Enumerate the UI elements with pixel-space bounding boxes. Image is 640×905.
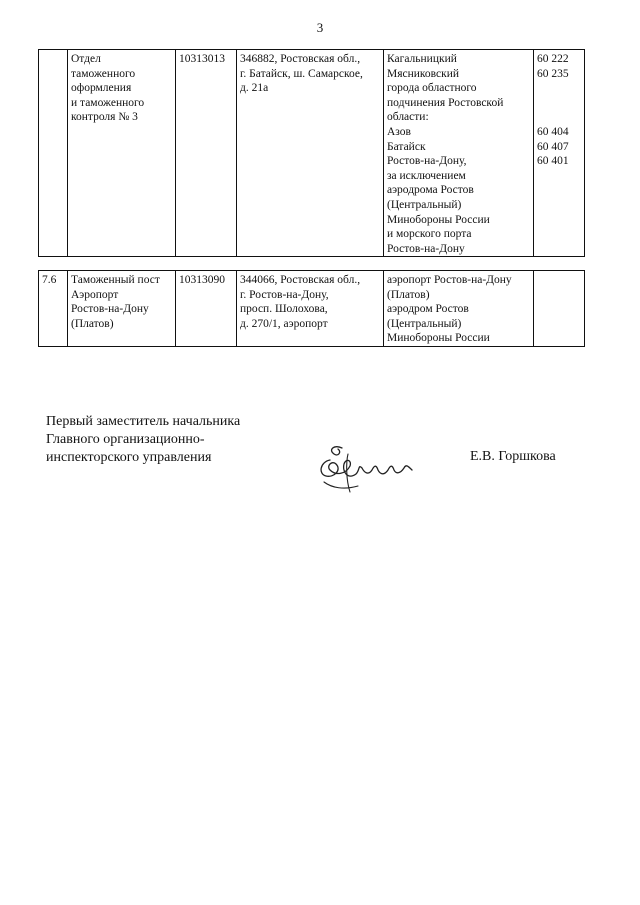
region-line: подчинения Ростовской [387,96,504,109]
address-line: г. Ростов-на-Дону, [240,288,329,301]
okato-code: 60 401 [537,155,569,168]
customs-table-continuation [38,49,585,257]
customs-table-row-7-6 [38,270,585,347]
office-name-line: Отдел [71,53,101,65]
okato-code: 60 407 [537,140,569,153]
office-name-line: Аэропорт [71,288,119,301]
row-number: 7.6 [42,274,57,286]
okato-cell [534,50,585,257]
office-code-cell [176,50,237,257]
address-cell [237,271,384,347]
okato-code: 60 404 [537,125,569,138]
address-line: 346882, Ростовская обл., [240,53,361,65]
address-line: 344066, Ростовская обл., [240,274,361,286]
region-line: (Центральный) [387,198,462,211]
address-line: д. 270/1, аэропорт [240,317,328,330]
office-name-line: Ростов-на-Дону [71,303,149,316]
table-row [39,271,585,347]
row-number-cell [39,271,68,347]
address-cell [237,50,384,257]
region-line: Ростов-на-Дону [387,242,465,255]
table-row [39,50,585,257]
region-line: за исключением [387,169,466,182]
office-name-line: таможенного [71,67,136,80]
regions-cell [384,50,534,257]
row-number-cell [39,50,68,257]
region-line: города областного [387,82,477,95]
office-name-line: и таможенного [71,96,145,109]
okato-code: 60 222 [537,53,569,65]
office-code: 10313013 [179,53,225,65]
position-line: Первый заместитель начальника [46,414,241,429]
region-line: Кагальницкий [387,53,457,65]
address-line: г. Батайск, ш. Самарское, [240,67,363,80]
region-line: Азов [387,125,411,138]
region-line: аэродром Ростов [387,303,469,316]
region-line: аэродрома Ростов [387,184,474,197]
region-line: области: [387,111,429,124]
okato-spacer [537,110,581,125]
position-line: Главного организационно- [46,432,205,447]
okato-spacer [537,81,581,96]
region-line: Ростов-на-Дону, [387,155,467,168]
address-line: д. 21а [240,82,269,95]
region-line: Минобороны России [387,332,490,345]
signatory-name: Е.В. Горшкова [470,449,556,464]
position-line: инспекторского управления [46,450,212,465]
office-code: 10313090 [179,274,225,286]
page-number: 3 [316,20,324,35]
signatory-position [46,413,240,467]
okato-spacer [537,96,581,111]
region-line: (Платов) [387,288,430,301]
region-line: Минобороны России [387,213,490,226]
office-name-line: (Платов) [71,317,114,330]
okato-cell [534,271,585,347]
handwritten-signature [312,440,417,500]
address-line: просп. Шолохова, [240,303,328,316]
region-line: Мясниковский [387,67,460,80]
office-name-line: Таможенный пост [71,274,160,286]
office-name-line: оформления [71,82,132,95]
office-name-line: контроля № 3 [71,111,138,124]
region-line: и морского порта [387,228,472,241]
okato-code: 60 235 [537,67,569,80]
region-line: (Центральный) [387,317,462,330]
regions-cell [384,271,534,347]
office-name-cell [68,271,176,347]
region-line: Батайск [387,140,426,153]
office-name-cell [68,50,176,257]
region-line: аэропорт Ростов-на-Дону [387,274,512,286]
office-code-cell [176,271,237,347]
